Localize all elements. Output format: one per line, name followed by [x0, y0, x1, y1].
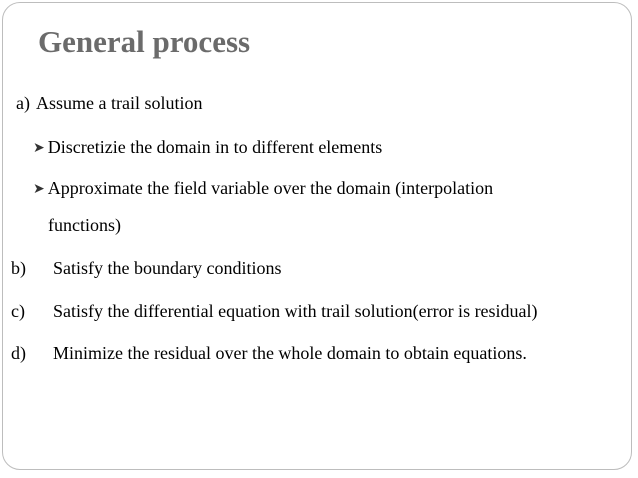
slide-title: General process	[38, 24, 251, 59]
sub-item-discretize	[33, 136, 382, 160]
list-item-c	[11, 300, 538, 322]
list-marker: a)	[16, 93, 30, 113]
list-item-text: Minimize the residual over the whole domain to obtain equations.	[53, 343, 527, 363]
arrow-right-icon: ➤	[33, 141, 45, 156]
list-item-b	[11, 257, 281, 279]
list-item-a	[16, 92, 202, 114]
slide-border	[2, 2, 632, 470]
list-marker: b)	[11, 258, 26, 278]
sub-item-text: Discretizie the domain in to different elements	[47, 137, 383, 157]
sub-item-approximate	[33, 177, 493, 201]
list-item-text: Satisfy the boundary conditions	[53, 258, 282, 278]
list-item-text: Assume a trail solution	[35, 93, 203, 113]
arrow-right-icon: ➤	[33, 182, 45, 197]
list-item-d	[11, 342, 527, 364]
list-item-text: Satisfy the differential equation with trail solution(error is residual)	[53, 301, 538, 321]
sub-item-continuation: functions)	[48, 215, 121, 235]
list-marker: c)	[11, 301, 25, 321]
sub-item-text: Approximate the field variable over the domain (interpolation	[47, 178, 494, 198]
list-marker: d)	[11, 343, 26, 363]
